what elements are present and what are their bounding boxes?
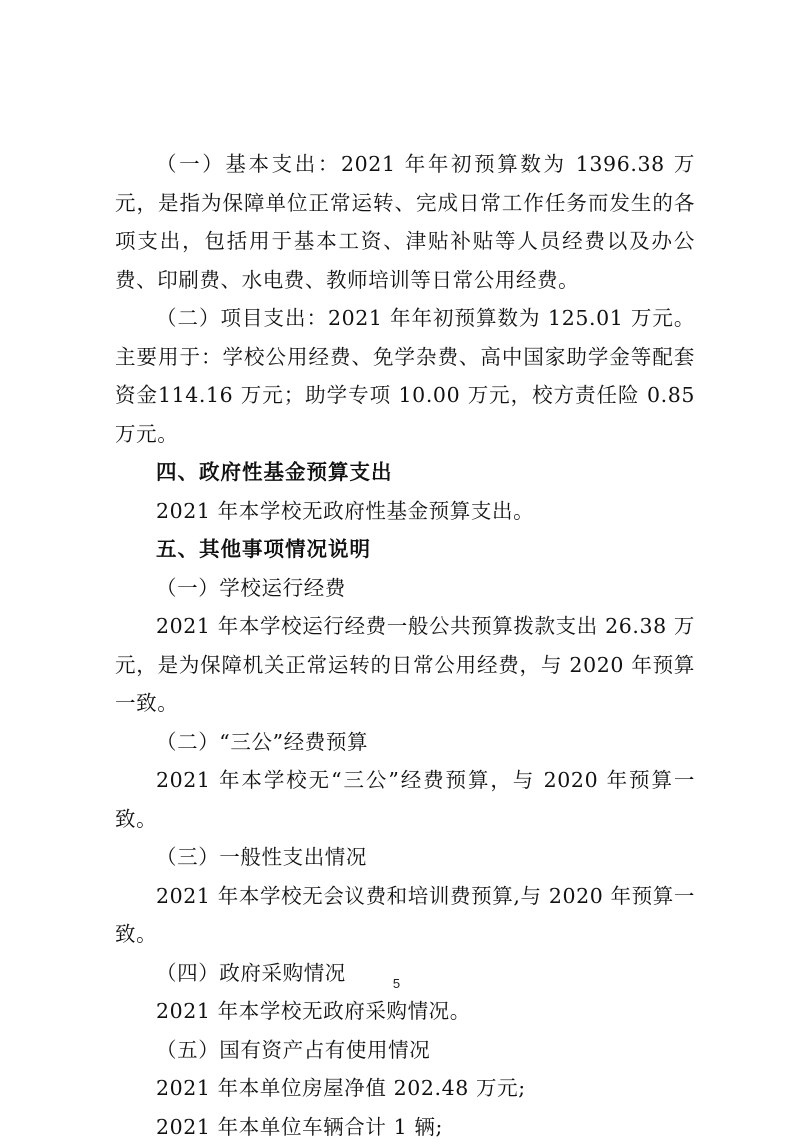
paragraph-government-procurement: 2021 年本学校无政府采购情况。 (115, 992, 695, 1031)
paragraph-building-value: 2021 年本单位房屋净值 202.48 万元; (115, 1069, 695, 1108)
subheading-general-expenditure: （三）一般性支出情况 (115, 838, 695, 877)
subheading-government-procurement: （四）政府采购情况 (115, 954, 695, 993)
section-heading-other-matters: 五、其他事项情况说明 (115, 530, 695, 569)
page-number: 5 (0, 976, 793, 991)
subheading-three-public-expenses: （二）“三公”经费预算 (115, 723, 695, 762)
section-heading-government-fund: 四、政府性基金预算支出 (115, 453, 695, 492)
paragraph-government-fund: 2021 年本学校无政府性基金预算支出。 (115, 492, 695, 531)
document-body (115, 145, 695, 1146)
subheading-state-assets: （五）国有资产占有使用情况 (115, 1031, 695, 1070)
subheading-operating-expenses: （一）学校运行经费 (115, 569, 695, 608)
paragraph-basic-expenditure: （一）基本支出：2021 年年初预算数为 1396.38 万元，是指为保障单位正常运转、完成日常工作任务而发生的各项支出，包括用于基本工资、津贴补贴等人员经费以及办公费、印刷费、水电费、教师培训等日常公用经费。 (115, 145, 695, 299)
paragraph-operating-expenses: 2021 年本学校运行经费一般公共预算拨款支出 26.38 万元，是为保障机关正常运转的日常公用经费，与 2020 年预算一致。 (115, 607, 695, 723)
paragraph-project-expenditure: （二）项目支出：2021 年年初预算数为 125.01 万元。主要用于：学校公用经费、免学杂费、高中国家助学金等配套资金114.16 万元；助学专项 10.00 万元，校方责任险 0.85 万元。 (115, 299, 695, 453)
paragraph-vehicle-count: 2021 年本单位车辆合计 1 辆; (115, 1108, 695, 1146)
paragraph-three-public-expenses: 2021 年本学校无“三公”经费预算，与 2020 年预算一致。 (115, 761, 695, 838)
paragraph-general-expenditure: 2021 年本学校无会议费和培训费预算,与 2020 年预算一致。 (115, 877, 695, 954)
